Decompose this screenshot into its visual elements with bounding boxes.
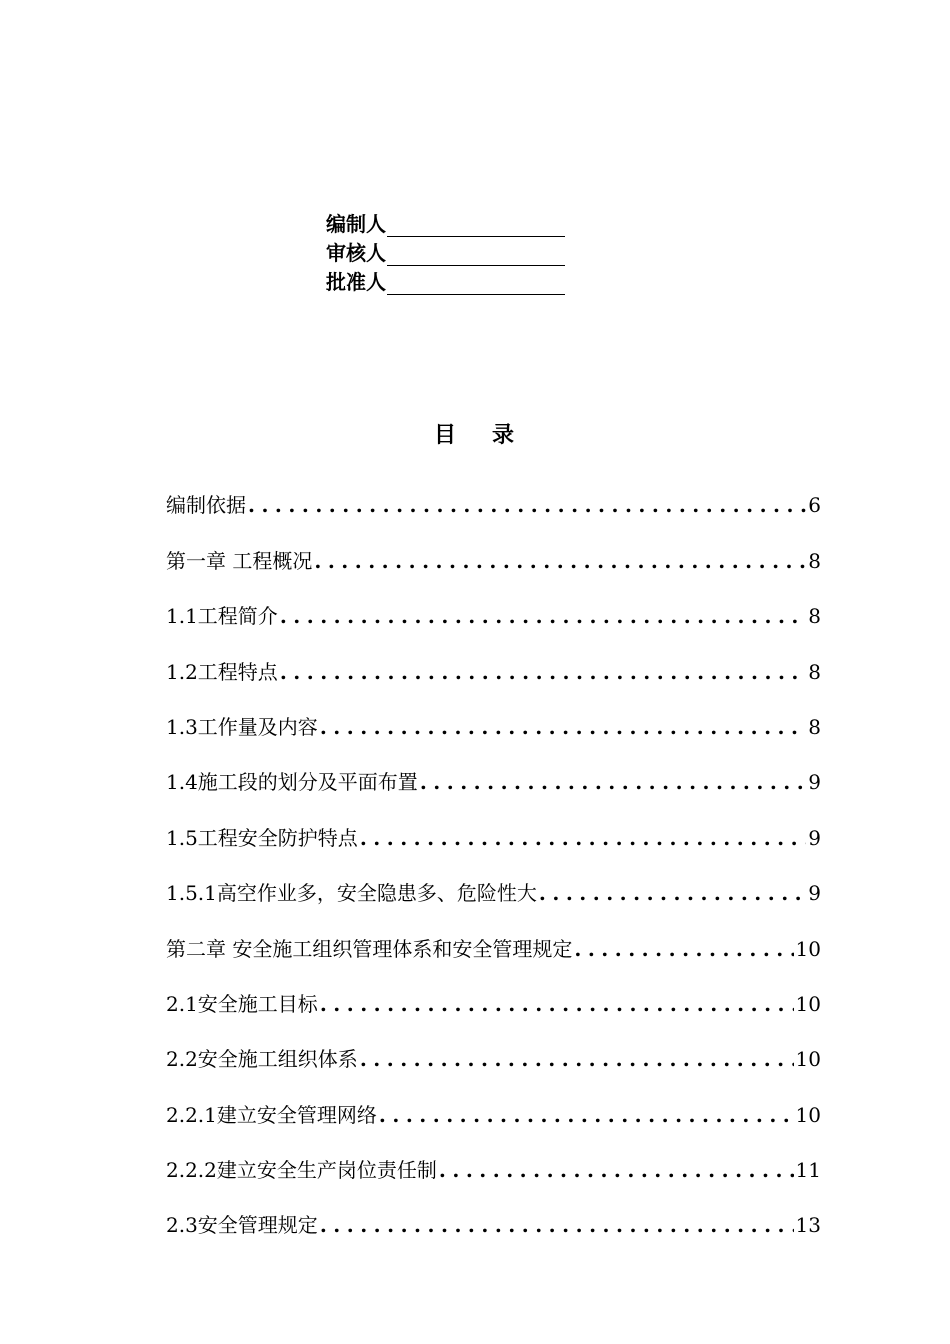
toc-leader-dots — [246, 485, 806, 525]
signature-row-compiler — [326, 208, 576, 237]
table-of-contents — [166, 470, 821, 1245]
toc-leader-dots — [418, 762, 806, 802]
toc-entry-text: 2.3安全管理规定 — [166, 1213, 318, 1238]
toc-page-number: 8 — [808, 659, 821, 684]
toc-entry-text: 2.2.2建立安全生产岗位责任制 — [166, 1158, 437, 1183]
toc-title-right: 录 — [492, 422, 517, 448]
toc-leader-dots — [358, 1039, 794, 1079]
toc-leader-dots — [318, 1205, 794, 1245]
signature-row-reviewer — [326, 237, 576, 266]
signature-block — [326, 208, 576, 295]
signature-label: 编制人 — [326, 212, 386, 236]
toc-page-number: 11 — [795, 1158, 821, 1183]
toc-entry-text: 1.5.1高空作业多，安全隐患多、危险性大 — [166, 881, 537, 906]
signature-line — [387, 272, 565, 295]
toc-entry[interactable] — [166, 692, 821, 747]
toc-entry[interactable] — [166, 1190, 821, 1245]
toc-leader-dots — [437, 1150, 794, 1190]
toc-leader-dots — [358, 818, 806, 858]
toc-leader-dots — [537, 873, 806, 913]
toc-leader-dots — [318, 984, 794, 1024]
toc-page-number: 10 — [795, 991, 821, 1016]
toc-page-number: 9 — [808, 881, 821, 906]
toc-entry-text: 2.1安全施工目标 — [166, 991, 318, 1016]
toc-entry[interactable] — [166, 1135, 821, 1190]
toc-entry-text: 第二章 安全施工组织管理体系和安全管理规定 — [166, 936, 573, 961]
toc-entry-text: 2.2安全施工组织体系 — [166, 1047, 358, 1072]
toc-entry[interactable] — [166, 1079, 821, 1134]
toc-entry-text: 1.4施工段的划分及平面布置 — [166, 770, 418, 795]
toc-title — [0, 418, 950, 449]
toc-page-number: 8 — [808, 548, 821, 573]
toc-page-number: 13 — [795, 1213, 821, 1238]
toc-entry[interactable] — [166, 470, 821, 525]
toc-entry-text: 1.3工作量及内容 — [166, 714, 318, 739]
toc-entry[interactable] — [166, 969, 821, 1024]
toc-entry-text: 2.2.1建立安全管理网络 — [166, 1102, 377, 1127]
toc-page-number: 9 — [808, 770, 821, 795]
toc-page-number: 6 — [808, 493, 821, 518]
toc-title-left: 目 — [433, 422, 458, 448]
toc-entry[interactable] — [166, 858, 821, 913]
toc-leader-dots — [318, 707, 806, 747]
toc-entry[interactable] — [166, 1024, 821, 1079]
toc-entry[interactable] — [166, 747, 821, 802]
signature-row-approver — [326, 266, 576, 295]
signature-line — [387, 214, 565, 237]
toc-page-number: 8 — [808, 604, 821, 629]
toc-leader-dots — [377, 1095, 794, 1135]
toc-entry[interactable] — [166, 581, 821, 636]
toc-page-number: 9 — [808, 825, 821, 850]
toc-entry[interactable] — [166, 802, 821, 857]
toc-leader-dots — [312, 541, 806, 581]
signature-label: 审核人 — [326, 241, 386, 265]
toc-leader-dots — [278, 596, 806, 636]
toc-entry[interactable] — [166, 525, 821, 580]
toc-page-number: 10 — [795, 936, 821, 961]
toc-entry-text: 编制依据 — [166, 493, 246, 518]
signature-label: 批准人 — [326, 270, 386, 294]
toc-entry[interactable] — [166, 913, 821, 968]
toc-page-number: 10 — [795, 1047, 821, 1072]
toc-entry-text: 1.5工程安全防护特点 — [166, 825, 358, 850]
toc-page-number: 10 — [795, 1102, 821, 1127]
toc-page-number: 8 — [808, 714, 821, 739]
toc-entry[interactable] — [166, 636, 821, 691]
toc-leader-dots — [278, 652, 806, 692]
toc-leader-dots — [572, 929, 793, 969]
signature-line — [387, 243, 565, 266]
toc-entry-text: 1.1工程简介 — [166, 604, 278, 629]
toc-entry-text: 第一章 工程概况 — [166, 548, 313, 573]
toc-entry-text: 1.2工程特点 — [166, 659, 278, 684]
